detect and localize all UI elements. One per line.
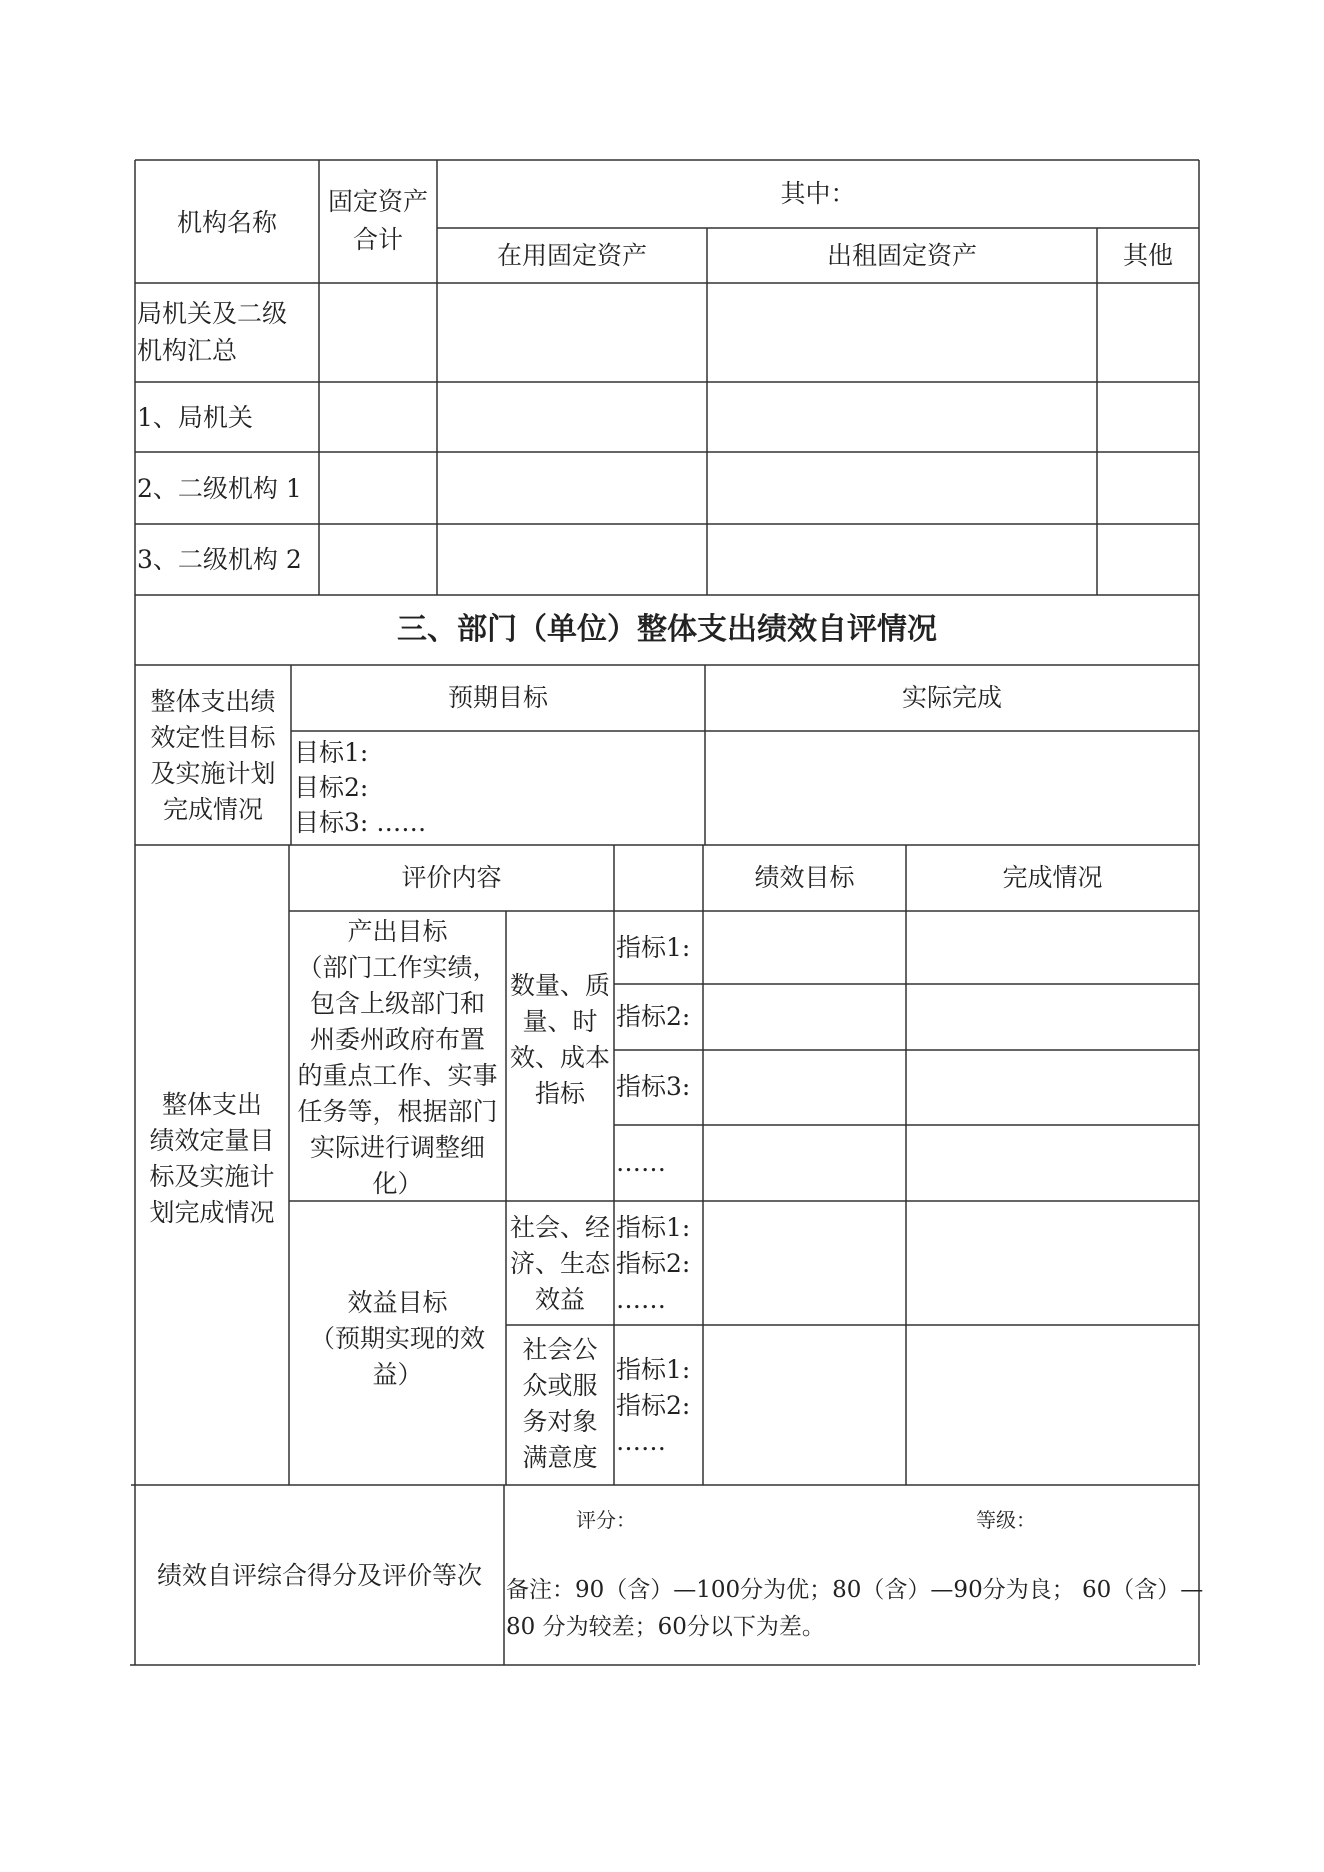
- satisfaction-indicator-1: 指标1:: [616, 1355, 691, 1384]
- output-indicator-more: ……: [616, 1148, 666, 1177]
- satisfaction-indicator-2: 指标2:: [616, 1391, 691, 1420]
- goal-1: 目标1:: [294, 738, 369, 767]
- soc-econ-line3: 效益: [534, 1285, 585, 1314]
- qual-label-line1: 整体支出绩: [150, 687, 276, 716]
- header-eval-content: 评价内容: [401, 863, 502, 892]
- output-dims-line4: 指标: [534, 1079, 585, 1108]
- output-goal-line2: （部门工作实绩，: [297, 953, 498, 982]
- output-goal-line1: 产出目标: [347, 917, 448, 946]
- header-of-which: 其中：: [780, 179, 856, 208]
- header-leased-assets: 出租固定资产: [826, 241, 977, 270]
- output-dims-line3: 效、成本: [509, 1043, 610, 1072]
- score-note-line2: 80 分为较差；60分以下为差。: [506, 1614, 825, 1640]
- goal-3: 目标3: ……: [294, 808, 427, 837]
- soc-econ-indicator-1: 指标1:: [616, 1213, 691, 1242]
- header-expected-goal: 预期目标: [447, 683, 548, 712]
- output-goal-line7: 实际进行调整细: [309, 1133, 485, 1162]
- output-dims-line2: 量、时: [522, 1007, 598, 1036]
- output-indicator-1: 指标1:: [616, 933, 691, 962]
- output-goal-line3: 包含上级部门和: [309, 989, 485, 1018]
- score-label: 绩效自评综合得分及评价等次: [156, 1561, 482, 1590]
- score-field-label: 评分：: [576, 1508, 636, 1532]
- header-perf-goal: 绩效目标: [754, 863, 855, 892]
- benefit-goal-line1: 效益目标: [347, 1288, 448, 1317]
- header-in-use-assets: 在用固定资产: [496, 241, 647, 270]
- output-goal-line8: 化）: [372, 1169, 423, 1198]
- score-note-line1: 备注：90（含）—100分为优；80（含）—90分为良； 60（含）—: [506, 1577, 1204, 1603]
- qual-label-line4: 完成情况: [162, 795, 263, 824]
- row-summary-line1: 局机关及二级: [137, 299, 288, 328]
- output-dims-line1: 数量、质: [509, 971, 610, 1000]
- quant-label-line1: 整体支出: [161, 1090, 262, 1119]
- grade-field-label: 等级：: [976, 1508, 1036, 1532]
- benefit-goal-line3: 益）: [372, 1360, 423, 1389]
- benefit-goal-line2: （预期实现的效: [309, 1324, 485, 1353]
- row-bureau: 1、局机关: [137, 403, 253, 432]
- soc-econ-indicator-more: ……: [616, 1285, 666, 1314]
- header-org-name: 机构名称: [176, 208, 277, 237]
- output-goal-line6: 任务等，根据部门: [297, 1097, 498, 1126]
- satisfaction-line4: 满意度: [522, 1443, 598, 1472]
- header-actual-completion: 实际完成: [901, 683, 1002, 712]
- row-summary-line2: 机构汇总: [137, 336, 238, 365]
- output-goal-line4: 州委州政府布置: [309, 1025, 485, 1054]
- satisfaction-line3: 务对象: [522, 1407, 598, 1436]
- header-completion: 完成情况: [1002, 863, 1103, 892]
- output-indicator-2: 指标2:: [616, 1002, 691, 1031]
- row-sub-org-2: 3、二级机构 2: [137, 545, 302, 574]
- output-indicator-3: 指标3:: [616, 1072, 691, 1101]
- qual-label-line3: 及实施计划: [150, 759, 276, 788]
- goal-2: 目标2:: [294, 773, 369, 802]
- soc-econ-line1: 社会、经: [509, 1213, 610, 1242]
- satisfaction-line2: 众或服: [522, 1371, 598, 1400]
- satisfaction-line1: 社会公: [522, 1335, 598, 1364]
- quant-label-line3: 标及实施计: [149, 1162, 275, 1191]
- header-total-line1: 固定资产: [327, 187, 428, 216]
- soc-econ-line2: 济、生态: [509, 1249, 610, 1278]
- section-title: 三、部门（单位）整体支出绩效自评情况: [397, 612, 937, 647]
- satisfaction-indicator-more: ……: [616, 1427, 666, 1456]
- row-sub-org-1: 2、二级机构 1: [137, 474, 302, 503]
- quant-label-line4: 划完成情况: [149, 1198, 275, 1227]
- output-goal-line5: 的重点工作、实事: [297, 1061, 498, 1090]
- header-other: 其他: [1122, 241, 1173, 270]
- soc-econ-indicator-2: 指标2:: [616, 1249, 691, 1278]
- qual-label-line2: 效定性目标: [150, 723, 276, 752]
- header-total-line2: 合计: [352, 225, 403, 254]
- quant-label-line2: 绩效定量目: [149, 1126, 275, 1155]
